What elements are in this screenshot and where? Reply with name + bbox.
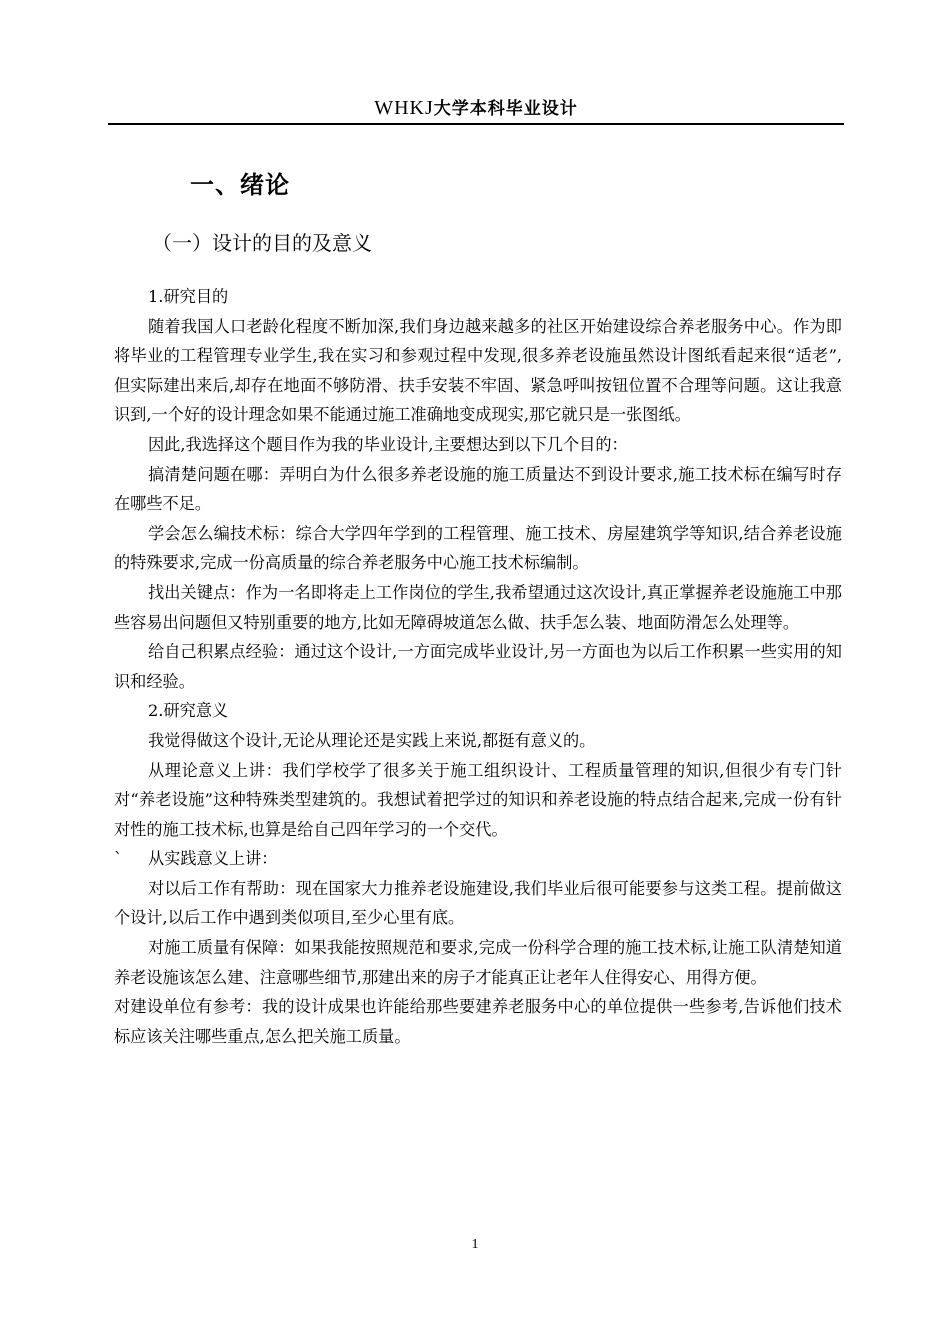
paragraph: 因此,我选择这个题目作为我的毕业设计,主要想达到以下几个目的： — [148, 434, 628, 454]
paragraph: 我觉得做这个设计,无论从理论还是实践上来说,都挺有意义的。 — [148, 730, 596, 750]
paragraph-text: 从实践意义上讲： — [148, 849, 278, 869]
paragraph: 给自己积累点经验：通过这个设计,一方面完成毕业设计,另一方面也为以后工作积累一些实用的知识和经验。 — [114, 642, 842, 691]
paragraph: 对建设单位有参考：我的设计成果也许能给那些要建养老服务中心的单位提供一些参考,告诉他们技术标应该关注哪些重点,怎么把关施工质量。 — [114, 997, 842, 1046]
subsection-heading-purpose: 1.研究目的 — [148, 287, 229, 306]
subsection-heading-significance: 2.研究意义 — [148, 701, 229, 721]
paragraph: 找出关键点：作为一名即将走上工作岗位的学生,我希望通过这次设计,真正掌握养老设施施工中那些容易出问题但又特别重要的地方,比如无障碍坡道怎么做、扶手怎么装、地面防滑怎么处理等。 — [114, 582, 842, 632]
paragraph: 对施工质量有保障：如果我能按照规范和要求,完成一份科学合理的施工技术标,让施工队清楚知道养老设施该怎么建、注意哪些细节,那建出来的房子才能真正让老年人住得安心、用得方便。 — [114, 938, 842, 987]
page-number: 1 — [471, 1237, 479, 1252]
stray-mark: ` — [114, 849, 123, 869]
chapter-heading: 一、绪论 — [190, 171, 290, 199]
paragraph: 学会怎么编技术标：综合大学四年学到的工程管理、施工技术、房屋建筑学等知识,结合养老设施的特殊要求,完成一份高质量的综合养老服务中心施工技术标编制。 — [114, 523, 842, 573]
running-header — [108, 94, 844, 124]
paragraph: 随着我国人口老龄化程度不断加深,我们身边越来越多的社区开始建设综合养老服务中心。作为即将毕业的工程管理专业学生,我在实习和参观过程中发现,很多养老设施虽然设计图纸看起来很“适老”,但实际建出来后,却存在地面不够防滑、扶手安装不牢固、紧急呼叫按钮位置不合理等问题。这让我意识到,一个好的设计理念如果不能通过施工准确地变成现实,那它就只是一张图纸。 — [114, 316, 842, 425]
paragraph: 搞清楚问题在哪：弄明白为什么很多养老设施的施工质量达不到设计要求,施工技术标在编写时存在哪些不足。 — [114, 464, 842, 514]
header-title: 大学本科毕业设计 — [433, 99, 578, 119]
body-text — [114, 282, 842, 1051]
header-code: WHKJ — [374, 97, 434, 119]
paragraph: 从理论意义上讲：我们学校学了很多关于施工组织设计、工程质量管理的知识,但很少有专门针对“养老设施”这种特殊类型建筑的。我想试着把学过的知识和养老设施的特点结合起来,完成一份有针对性的施工技术标,也算是给自己四年学习的一个交代。 — [114, 760, 842, 839]
paragraph — [114, 844, 842, 874]
section-heading: （一）设计的目的及意义 — [152, 231, 372, 255]
paragraph: 对以后工作有帮助：现在国家大力推养老设施建设,我们毕业后很可能要参与这类工程。提前做这个设计,以后工作中遇到类似项目,至少心里有底。 — [114, 878, 842, 928]
header-divider — [108, 123, 844, 125]
